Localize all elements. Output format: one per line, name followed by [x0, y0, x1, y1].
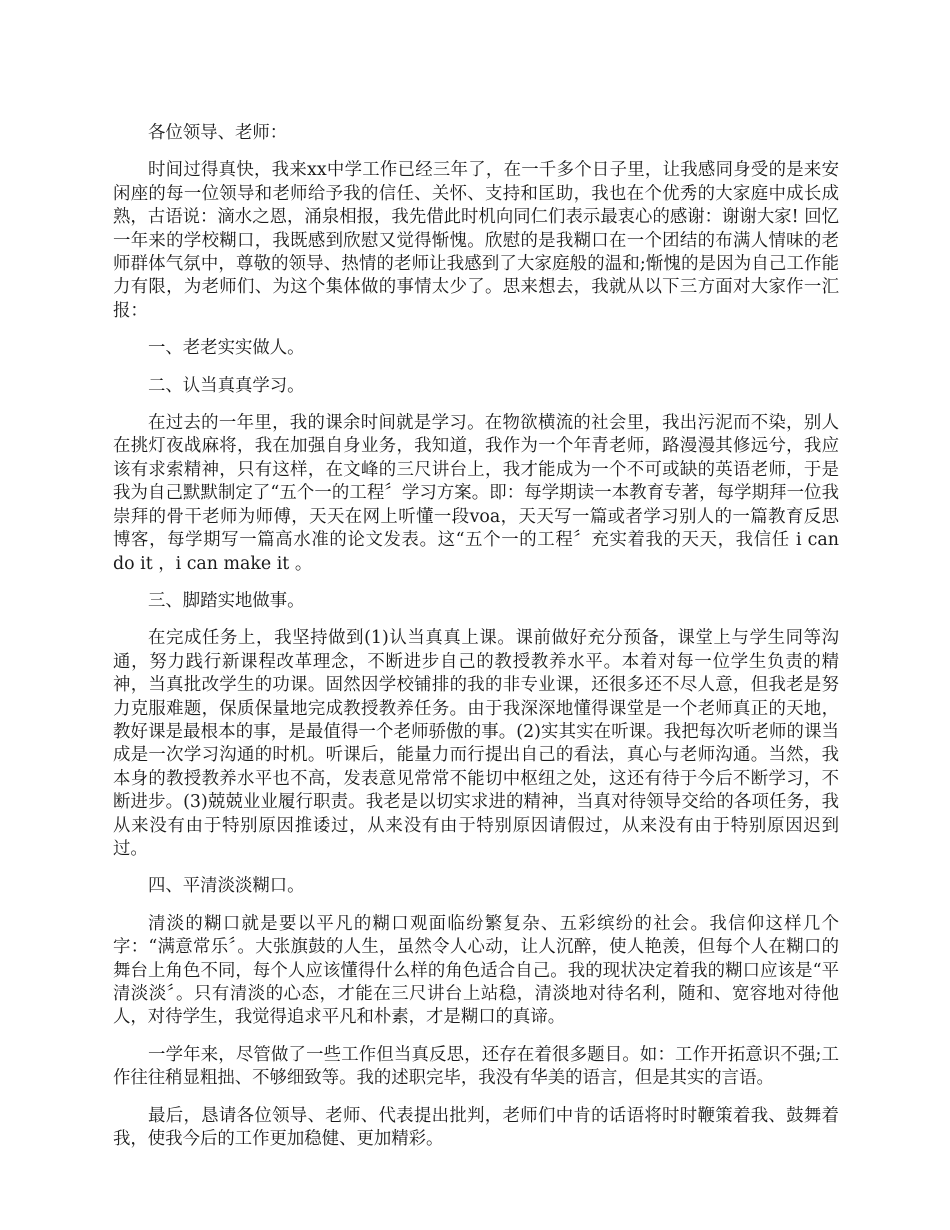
paragraph-study: 在过去的一年里，我的课余时间就是学习。在物欲横流的社会里，我出污泥而不染，别人在挑灯夜战麻将，我在加强自身业务，我知道，我作为一个年青老师，路漫漫其修远兮，我应该有求索精神，只有这样，在文峰的三尺讲台上，我才能成为一个不可或缺的英语老师，于是我为自己默默制定了“五个一的工程〞学习方案。即：每学期读一本教育专著，每学期拜一位我崇拜的骨干老师为师傅，天天在网上听懂一段voa，天天写一篇或者学习别人的一篇教育反思博客，每学期写一篇高水准的论文发表。这“五个一的工程〞充实着我的天天，我信任 i can do it ，i can make it 。: [113, 413, 839, 574]
document-body: [113, 122, 839, 1165]
section-heading-1: 一、老老实实做人。: [148, 338, 305, 359]
paragraph-intro: 时间过得真快，我来xx中学工作已经三年了，在一千多个日子里，让我感同身受的是来安闲座的每一位领导和老师给予我的信任、关怀、支持和匡助，我也在个优秀的大家庭中成长成熟，古语说：滴水之恩，涌泉相报，我先借此时机向同仁们表示最衷心的感谢：谢谢大家! 回忆一年来的学校糊口，我既感到欣慰又觉得惭愧。欣慰的是我糊口在一个团结的布满人情味的老师群体气氛中，尊敬的领导、热情的老师让我感到了大家庭般的温和;惭愧的是因为自己工作能力有限，为老师们、为这个集体做的事情太少了。思来想去，我就从以下三方面对大家作一汇报：: [113, 160, 839, 321]
paragraph-reflection: 一学年来，尽管做了一些工作但当真反思，还存在着很多题目。如：工作开拓意识不强;工作往往稍显粗拙、不够细致等。我的述职完毕，我没有华美的语言，但是其实的言语。: [113, 1044, 839, 1089]
salutation: 各位领导、老师：: [148, 123, 288, 143]
section-heading-2: 二、认当真真学习。: [148, 375, 305, 396]
paragraph-closing: 最后，恳请各位领导、老师、代表提出批判，老师们中肯的话语将时时鞭策着我、鼓舞着我，使我今后的工作更加稳健、更加精彩。: [113, 1105, 839, 1150]
section-heading-4: 四、平清淡淡糊口。: [148, 876, 305, 897]
paragraph-work: 在完成任务上，我坚持做到(1)认当真真上课。课前做好充分预备，课堂上与学生同等沟通，努力践行新课程改革理念，不断进步自己的教授教养水平。本着对每一位学生负责的精神，当真批改学生的功课。固然因学校铺排的我的非专业课，还很多还不尽人意，但我老是努力克服难题，保质保量地完成教授教养任务。由于我深深地懂得课堂是一个老师真正的天地，教好课是最根本的事，是最值得一个老师骄傲的事。(2)实其实在听课。我把每次听老师的课当成是一次学习沟通的时机。听课后，能量力而行提出自己的看法，真心与老师沟通。当然，我本身的教授教养水平也不高，发表意见常常不能切中枢纽之处，这还有待于今后不断学习，不断进步。(3)兢兢业业履行职责。我老是以切实求进的精神，当真对待领导交给的各项任务，我从来没有由于特别原因推诿过，从来没有由于特别原因请假过，从来没有由于特别原因迟到过。: [113, 628, 839, 859]
section-heading-3: 三、脚踏实地做事。: [148, 590, 305, 611]
paragraph-life: 清淡的糊口就是要以平凡的糊口观面临纷繁复杂、五彩缤纷的社会。我信仰这样几个字：“满意常乐〞。大张旗鼓的人生，虽然令人心动，让人沉醉，使人艳羡，但每个人在糊口的舞台上角色不同，每个人应该懂得什么样的角色适合自己。我的现状决定着我的糊口应该是“平清淡淡〞。只有清淡的心态，才能在三尺讲台上站稳，清淡地对待名利，随和、宽容地对待他人，对待学生，我觉得追求平凡和朴素，才是糊口的真谛。: [113, 913, 839, 1028]
